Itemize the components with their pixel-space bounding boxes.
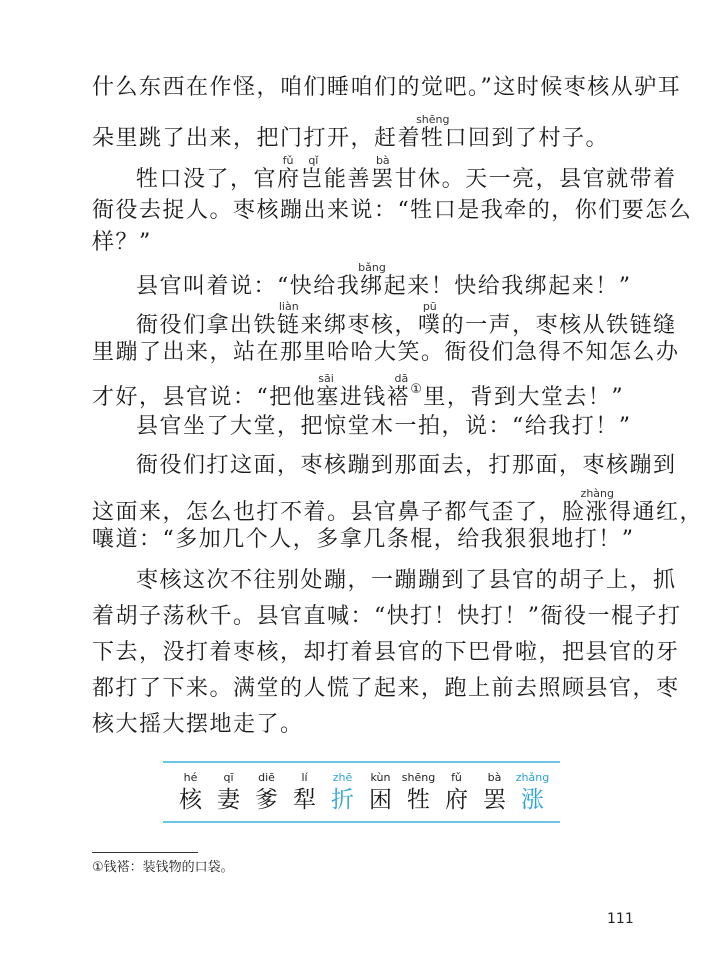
vocab-pinyin: zhē xyxy=(332,771,353,784)
pinyin-word: 牲shēng xyxy=(416,113,450,151)
text-span: 朵里跳了出来，把门打开，赶着 xyxy=(92,126,422,151)
vocab-pinyin: diē xyxy=(258,771,275,784)
text-line xyxy=(92,113,610,151)
vocab-item xyxy=(478,770,511,814)
text-span: 的一声，枣核从铁链缝 xyxy=(441,313,677,338)
text-line: 里蹦了出来，站在那里哈哈大笑。衙役们急得不知怎么办 xyxy=(92,340,680,365)
vocab-pinyin: shēng xyxy=(401,771,436,784)
text-span: 里，背到大堂去！” xyxy=(423,385,625,410)
text-span: 衙役们拿出铁 xyxy=(136,313,278,338)
vocab-character: 困 xyxy=(369,787,392,813)
text-span: 牲口没了，官 xyxy=(136,167,278,192)
footnote-marker: ① xyxy=(410,382,424,397)
text-line: 衙役们打这面，枣核蹦到那面去，打那面，枣核蹦到 xyxy=(136,453,677,478)
pinyin-annotation: liàn xyxy=(277,300,301,313)
vocab-pinyin: hé xyxy=(183,771,198,784)
vocab-pinyin: qī xyxy=(223,771,234,784)
vocab-item-highlighted xyxy=(516,770,549,814)
vocab-character: 涨 xyxy=(521,787,544,813)
vocab-pinyin: kùn xyxy=(370,771,391,784)
vocab-character: 罢 xyxy=(483,787,506,813)
text-line: 下去，没打着枣核，却打着县官的下巴骨啦，把县官的牙 xyxy=(92,640,680,665)
vocab-character: 妻 xyxy=(217,787,240,813)
vocab-item xyxy=(364,770,397,814)
pinyin-word: 噗pū xyxy=(418,300,442,338)
pinyin-annotation: zhàng xyxy=(580,487,614,500)
footnote: ①钱褡：装钱物的口袋。 xyxy=(92,860,234,875)
vocab-character: 核 xyxy=(179,787,202,813)
text-line xyxy=(136,154,677,192)
vocab-item xyxy=(402,770,435,814)
vocab-pinyin: lí xyxy=(301,771,308,784)
vocab-pinyin: zhǎng xyxy=(515,771,550,784)
vocab-character: 折 xyxy=(331,787,354,813)
text-span: 来绑枣核， xyxy=(300,313,419,338)
text-span: 这面来，怎么也打不着。县官鼻子都气歪了，脸 xyxy=(92,500,586,525)
vocab-character: 爹 xyxy=(255,787,278,813)
page-number: 111 xyxy=(607,911,634,927)
text-line: 枣核这次不往别处蹦，一蹦蹦到了县官的胡子上，抓 xyxy=(136,568,677,593)
text-span: 能善 xyxy=(324,167,372,192)
pinyin-word: 塞进钱褡sāi dā xyxy=(316,372,411,410)
vocab-item-highlighted xyxy=(326,770,359,814)
footnote-divider xyxy=(92,852,198,853)
pinyin-word: 府岂fǔ qǐ xyxy=(277,154,325,192)
pinyin-annotation: pū xyxy=(418,300,442,313)
pinyin-word: 罢bà xyxy=(371,154,395,192)
pinyin-word: 链liàn xyxy=(277,300,301,338)
pinyin-word: 涨zhàng xyxy=(580,487,614,525)
vocab-character: 府 xyxy=(445,787,468,813)
text-span: 起来！快给我绑起来！” xyxy=(383,274,632,299)
vocab-item xyxy=(174,770,207,814)
pinyin-annotation: sāi dā xyxy=(316,372,411,385)
vocab-item xyxy=(440,770,473,814)
text-line: 县官坐了大堂，把惊堂木一拍，说：“给我打！” xyxy=(136,414,632,439)
pinyin-annotation: shēng xyxy=(416,113,450,126)
text-line xyxy=(92,487,703,525)
text-line: 嚷道：“多加几个人，多拿几条棍，给我狠狠地打！” xyxy=(92,527,635,552)
vocab-item xyxy=(250,770,283,814)
vocab-pinyin: fǔ xyxy=(451,771,462,784)
vocab-item xyxy=(212,770,245,814)
text-line: 衙役去捉人。枣核蹦出来说：“牲口是我牵的，你们要怎么 xyxy=(92,198,693,223)
vocab-item xyxy=(288,770,321,814)
text-line: 都打了下来。满堂的人慌了起来，跑上前去照顾县官，枣 xyxy=(92,676,680,701)
vocab-character: 牲 xyxy=(407,787,430,813)
text-line xyxy=(92,372,625,410)
text-line xyxy=(136,261,632,299)
vocab-pinyin: bà xyxy=(487,771,502,784)
text-line: 着胡子荡秋千。县官直喊：“快打！快打！”衙役一棍子打 xyxy=(92,604,682,629)
text-span: 县官叫着说：“快给我 xyxy=(136,274,361,299)
new-characters-row xyxy=(163,763,560,814)
text-span: 口回到了村子。 xyxy=(444,126,610,151)
text-span: 才好，县官说：“把他 xyxy=(92,385,317,410)
pinyin-annotation: bǎng xyxy=(358,261,386,274)
text-line: 样？” xyxy=(92,230,152,255)
text-line: 什么东西在作怪，咱们睡咱们的觉吧。”这时候枣核从驴耳 xyxy=(92,75,682,100)
text-line: 核大摇大摆地走了。 xyxy=(92,712,304,737)
vocab-character: 犁 xyxy=(293,787,316,813)
pinyin-annotation: bà xyxy=(371,154,395,167)
text-span: 甘休。天一亮，县官就带着 xyxy=(394,167,677,192)
new-characters-box xyxy=(163,761,560,823)
pinyin-word: 绑bǎng xyxy=(358,261,386,299)
text-line xyxy=(136,300,677,338)
pinyin-annotation: fǔ qǐ xyxy=(277,154,325,167)
text-span: 得通红， xyxy=(609,500,703,525)
